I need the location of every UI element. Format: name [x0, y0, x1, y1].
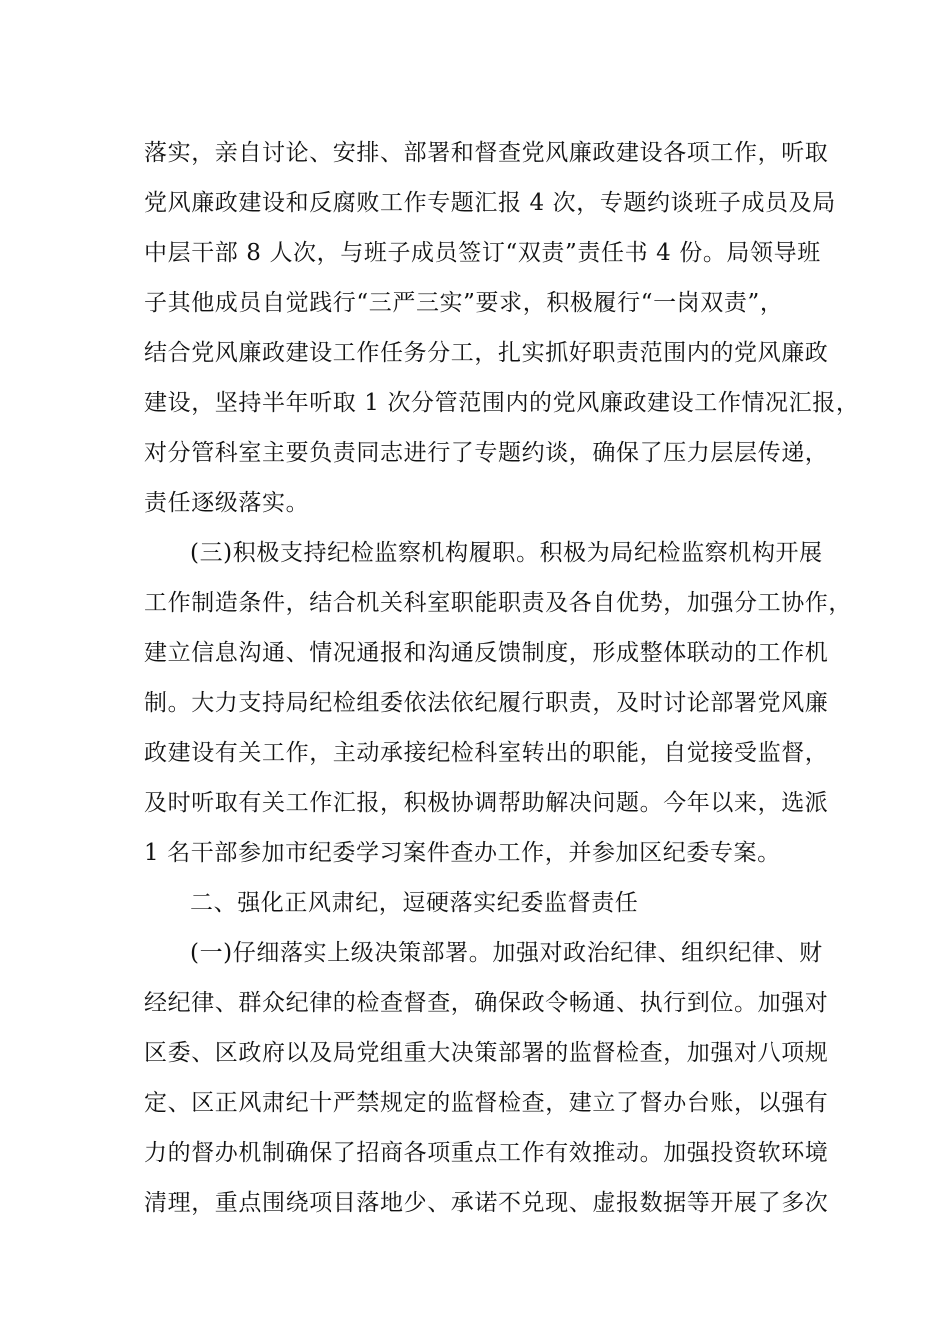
- text-line: 党风廉政建设和反腐败工作专题汇报 4 次，专题约谈班子成员及局: [144, 190, 836, 216]
- text-line: 清理，重点围绕项目落地少、承诺不兑现、虚报数据等开展了多次: [144, 1190, 829, 1216]
- text-line: 经纪律、群众纪律的检查督查，确保政令畅通、执行到位。加强对: [144, 990, 829, 1016]
- text-line: 责任逐级落实。: [144, 490, 310, 516]
- text-line: 力的督办机制确保了招商各项重点工作有效推动。加强投资软环境: [144, 1140, 829, 1166]
- text-line: 制。大力支持局纪检组委依法依纪履行职责，及时讨论部署党风廉: [144, 690, 829, 716]
- text-line: 落实，亲自讨论、安排、部署和督查党风廉政建设各项工作，听取: [144, 140, 829, 166]
- paragraph-heading-line: (一)仔细落实上级决策部署。加强对政治纪律、组织纪律、财: [190, 940, 823, 966]
- text-line: 定、区正风肃纪十严禁规定的监督检查，建立了督办台账，以强有: [144, 1090, 829, 1116]
- text-line: 结合党风廉政建设工作任务分工，扎实抓好职责范围内的党风廉政: [144, 340, 829, 366]
- text-line: 政建设有关工作，主动承接纪检科室转出的职能，自觉接受监督，: [144, 740, 829, 766]
- text-line: 建设，坚持半年听取 1 次分管范围内的党风廉政建设工作情况汇报，: [144, 390, 860, 416]
- document-body: [144, 128, 860, 1228]
- paragraph-heading-line: (三)积极支持纪检监察机构履职。积极为局纪检监察机构开展: [190, 540, 823, 566]
- text-line: 及时听取有关工作汇报，积极协调帮助解决问题。今年以来，选派: [144, 790, 829, 816]
- text-line: 区委、区政府以及局党组重大决策部署的监督检查，加强对八项规: [144, 1040, 829, 1066]
- text-line: 对分管科室主要负责同志进行了专题约谈，确保了压力层层传递，: [144, 440, 829, 466]
- text-line: 中层干部 8 人次，与班子成员签订“双责”责任书 4 份。局领导班: [144, 240, 821, 266]
- text-line: 1 名干部参加市纪委学习案件查办工作，并参加区纪委专案。: [144, 840, 781, 866]
- text-line: 建立信息沟通、情况通报和沟通反馈制度，形成整体联动的工作机: [144, 640, 829, 666]
- text-line: 工作制造条件，结合机关科室职能职责及各自优势，加强分工协作，: [144, 590, 852, 616]
- text-line: 子其他成员自觉践行“三严三实”要求，积极履行“一岗双责”，: [144, 290, 784, 316]
- section-heading: 二、强化正风肃纪，逗硬落实纪委监督责任: [190, 890, 639, 916]
